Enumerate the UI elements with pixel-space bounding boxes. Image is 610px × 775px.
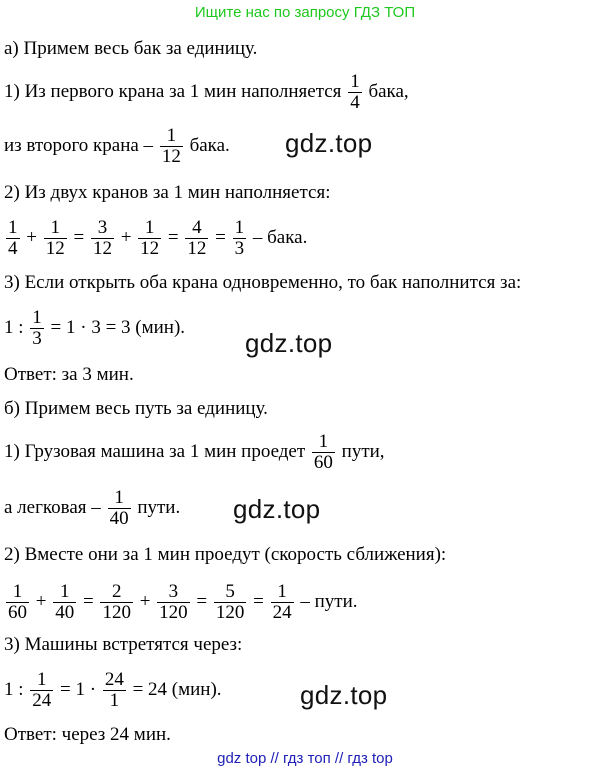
denominator: 24: [272, 602, 292, 623]
fraction: [103, 670, 126, 711]
text: = 24 (мин).: [132, 678, 222, 700]
fraction: [233, 218, 247, 259]
numerator: 1: [271, 582, 294, 603]
part-b-answer: Ответ: через 24 мин.: [4, 724, 171, 745]
bottom-banner: gdz top // гдз топ // гдз top: [217, 750, 393, 767]
fraction: [157, 582, 190, 623]
denominator: 4: [8, 238, 18, 259]
fraction: [6, 218, 20, 259]
denominator: 12: [161, 146, 181, 167]
text: бака,: [368, 80, 409, 102]
denominator: 1: [109, 690, 120, 711]
part-b-step2-expr: [4, 582, 357, 623]
part-a-answer: Ответ: за 3 мин.: [4, 364, 134, 385]
numerator: 1: [44, 218, 67, 239]
numerator: 1: [6, 582, 29, 603]
part-a-step3-expr: [4, 308, 185, 349]
equals-sign: =: [73, 226, 85, 248]
numerator: 3: [157, 582, 190, 603]
plus-sign: +: [120, 226, 132, 248]
plus-sign: +: [139, 590, 151, 612]
part-b-step3-expr: [4, 670, 222, 711]
numerator: 1: [53, 582, 76, 603]
fraction: [91, 218, 114, 259]
numerator: 24: [104, 669, 124, 690]
part-a-step2: 2) Из двух кранов за 1 мин наполняется:: [4, 182, 331, 203]
numerator: 1: [312, 432, 335, 453]
denominator: 60: [8, 602, 27, 623]
numerator: 5: [214, 582, 247, 603]
part-b-step1b: [4, 488, 180, 529]
part-b-step1: [4, 432, 385, 473]
text: из второго крана –: [4, 134, 154, 156]
denominator: 12: [45, 238, 65, 259]
fraction: [138, 218, 161, 259]
text: = 1 · 3 = 3 (мин).: [50, 316, 186, 338]
fraction: [271, 582, 294, 623]
denominator: 120: [215, 602, 245, 623]
equals-sign: =: [253, 590, 264, 612]
numerator: 4: [185, 218, 208, 239]
fraction: [53, 582, 76, 623]
fraction-1-12: [160, 126, 183, 167]
denominator: 60: [313, 452, 333, 473]
watermark: gdz.top: [233, 494, 321, 524]
equals-sign: =: [167, 226, 179, 248]
part-b-step3: 3) Машины встретятся через:: [4, 634, 243, 655]
plus-sign: +: [26, 226, 37, 248]
division-start: 1 :: [4, 678, 24, 700]
multiply-start: = 1 ·: [60, 678, 97, 700]
denominator: 3: [234, 238, 245, 259]
text: 1) Из первого крана за 1 мин наполняется: [4, 80, 342, 102]
denominator: 24: [32, 690, 52, 711]
watermark: gdz.top: [300, 680, 388, 710]
fraction: [100, 582, 133, 623]
numerator: 1: [160, 126, 183, 147]
plus-sign: +: [35, 590, 47, 612]
part-b-step2: 2) Вместе они за 1 мин проедут (скорость сближения):: [4, 544, 447, 565]
denominator: 40: [55, 602, 75, 623]
denominator: 3: [32, 328, 42, 349]
numerator: 1: [8, 217, 18, 238]
numerator: 1: [108, 488, 131, 509]
denominator: 40: [109, 508, 129, 529]
denominator: 12: [187, 238, 207, 259]
text: – бака.: [252, 226, 308, 248]
numerator: 1: [350, 71, 360, 92]
part-a-step2-expr: [4, 218, 307, 259]
equals-sign: =: [82, 590, 94, 612]
numerator: 1: [32, 307, 42, 328]
fraction-1-40: [108, 488, 131, 529]
part-b-intro: б) Примем весь путь за единицу.: [4, 398, 268, 419]
denominator: 120: [159, 602, 188, 623]
text: пути,: [341, 440, 385, 462]
denominator: 12: [140, 238, 160, 259]
numerator: 1: [234, 217, 245, 238]
text: – пути.: [300, 590, 358, 612]
text: 1) Грузовая машина за 1 мин проедет: [4, 440, 306, 462]
fraction: [214, 582, 247, 623]
division-start: 1 :: [4, 316, 24, 338]
fraction-1-4: [348, 72, 362, 113]
fraction: [30, 308, 44, 349]
part-a-step1: [4, 72, 409, 113]
numerator: 1: [138, 218, 161, 239]
fraction: [30, 670, 53, 711]
numerator: 2: [100, 582, 133, 603]
numerator: 1: [30, 670, 53, 691]
fraction-1-60: [312, 432, 335, 473]
fraction: [185, 218, 208, 259]
part-a-intro: а) Примем весь бак за единицу.: [4, 38, 258, 59]
fraction: [44, 218, 67, 259]
part-a-step3: 3) Если открыть оба крана одновременно, то бак наполнится за:: [4, 272, 522, 293]
numerator: 3: [91, 218, 114, 239]
watermark: gdz.top: [245, 328, 333, 358]
text: а легковая –: [4, 496, 101, 518]
watermark: gdz.top: [285, 128, 373, 158]
denominator: 4: [350, 92, 360, 113]
equals-sign: =: [215, 226, 226, 248]
part-a-step1b: [4, 126, 230, 167]
equals-sign: =: [196, 590, 208, 612]
text: пути.: [137, 496, 181, 518]
denominator: 12: [92, 238, 112, 259]
fraction: [6, 582, 29, 623]
text: бака.: [189, 134, 230, 156]
denominator: 120: [102, 602, 131, 623]
top-banner: Ищите нас по запросу ГДЗ ТОП: [194, 4, 416, 21]
